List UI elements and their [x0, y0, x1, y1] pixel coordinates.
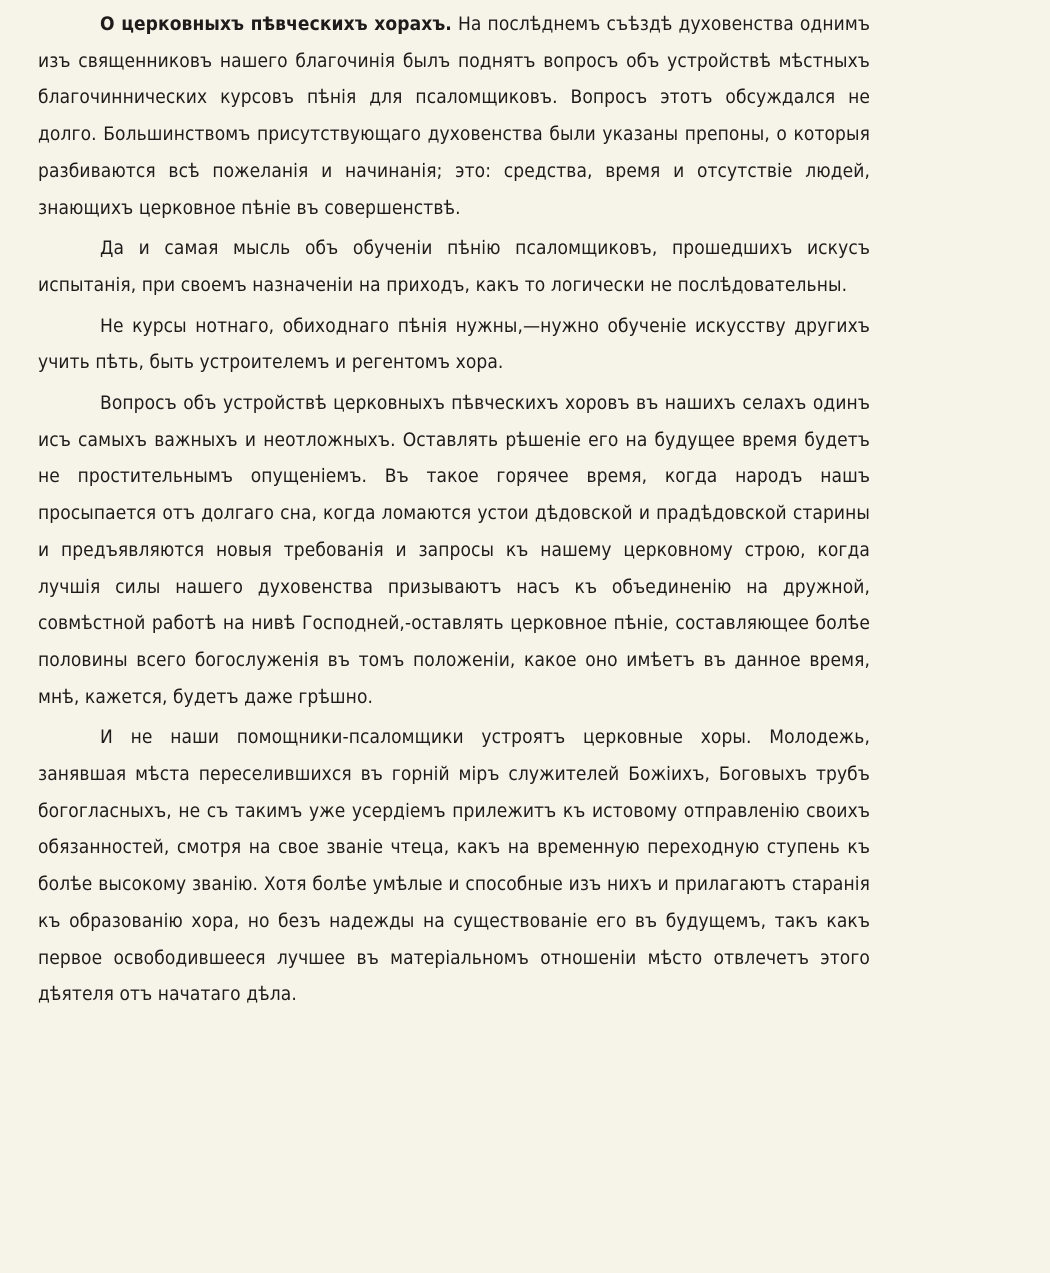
article-heading: О церковныхъ пѣвческихъ хорахъ.	[100, 13, 452, 35]
paragraph-3: Не курсы нотнаго, обиходнаго пѣнія нужны,—нужно обученіе искусству другихъ учить пѣть, быть устроителемъ и регентомъ хора.	[38, 314, 870, 374]
paragraph-2: Да и самая мысль объ обученіи пѣнію псаломщиковъ, прошедшихъ искусъ испытанія, при своемъ назначеніи на приходъ, какъ то логически не послѣдовательны.	[38, 237, 870, 296]
paragraph-1-text: На послѣднемъ съѣздѣ духовенства однимъ изъ священниковъ нашего благочинія былъ поднятъ вопросъ объ устройствѣ мѣстныхъ благочиннических курсовъ пѣнія для псаломщиковъ. Вопросъ этотъ обсуждался не долго. Большинствомъ присутствующаго духовенства были указаны препоны, о которыя разбиваются всѣ пожеланія и начинанія; это: средства, время и отсутствіе людей, знающихъ церковное пѣніе въ совершенствѣ.	[38, 13, 871, 219]
paragraph-4: Вопросъ объ устройствѣ церковныхъ пѣвческихъ хоровъ въ нашихъ селахъ одинъ исъ самыхъ важныхъ и неотложныхъ. Оставлять рѣшеніе его на будущее время будетъ не простительнымъ опущеніемъ. Въ такое горячее время, когда народъ нашъ просыпается отъ долгаго сна, когда ломаются устои дѣдовской и прадѣдовской старины и предъявляются новыя требованія и запросы къ нашему церковному строю, когда лучшія силы нашего духовенства призываютъ насъ къ объединенію на дружной, совмѣстной работѣ на нивѣ Господней,-оставлять церковное пѣніе, составляющее болѣе половины всего богослуженія въ томъ положеніи, какое оно имѣетъ въ данное время, мнѣ, кажется, будетъ даже грѣшно.	[38, 392, 870, 708]
article-body	[38, 6, 870, 1013]
paragraph-5: И не наши помощники-псаломщики устроятъ церковные хоры. Молодежь, занявшая мѣста переселившихся въ горній міръ служителей Божіихъ, Боговыхъ трубъ богогласныхъ, не съ такимъ уже усердіемъ прилежитъ къ истовому отправленію своихъ обязанностей, смотря на свое званіе чтеца, какъ на временную переходную ступень къ болѣе высокому званію. Хотя болѣе умѣлые и способные изъ нихъ и прилагаютъ старанія къ образованію хора, но безъ надежды на существованіе его въ будущемъ, такъ какъ первое освободившееся лучшее въ матеріальномъ отношеніи мѣсто отвлечетъ этого дѣятеля отъ начатаго дѣла.	[38, 726, 870, 1006]
paragraph-1	[38, 6, 870, 226]
